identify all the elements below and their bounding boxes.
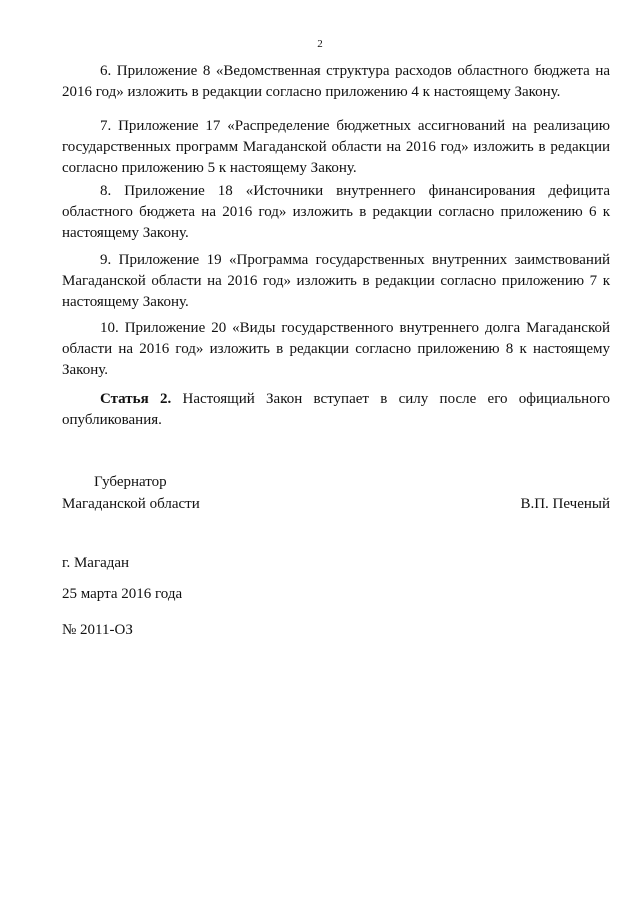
item-6: 6. Приложение 8 «Ведомственная структура расходов областного бюджета на 2016 год» изложить в редакции согласно приложению 4 к настоящему Закону. — [62, 63, 610, 100]
article-2-text: Настоящий Закон вступает в силу после его официального опубликования. — [62, 391, 610, 428]
article-2 — [62, 389, 610, 431]
place: г. Магадан — [62, 555, 130, 571]
article-2-label: Статья 2. — [100, 391, 172, 407]
item-9: 9. Приложение 19 «Программа государственных внутренних заимствований Магаданской области на 2016 год» изложить в редакции согласно приложению 7 к настоящему Закону. — [62, 252, 610, 310]
page-number: 2 — [317, 38, 323, 50]
item-8: 8. Приложение 18 «Источники внутреннего финансирования дефицита областного бюджета на 2016 год» изложить в редакции согласно приложению 6 к настоящему Закону. — [62, 183, 610, 241]
item-10: 10. Приложение 20 «Виды государственного внутреннего долга Магаданской области на 2016 год» изложить в редакции согласно приложению 8 к настоящему Закону. — [62, 320, 610, 378]
signatory-name: В.П. Печеный — [520, 496, 610, 512]
date: 25 марта 2016 года — [62, 586, 183, 602]
signatory-title-line2: Магаданской области — [62, 496, 200, 512]
law-number: № 2011-ОЗ — [62, 622, 133, 638]
item-7: 7. Приложение 17 «Распределение бюджетных ассигнований на реализацию государственных программ Магаданской области на 2016 год» изложить в редакции согласно приложению 5 к настоящему Закону. — [62, 118, 610, 176]
signatory-title-line1: Губернатор — [94, 474, 167, 490]
